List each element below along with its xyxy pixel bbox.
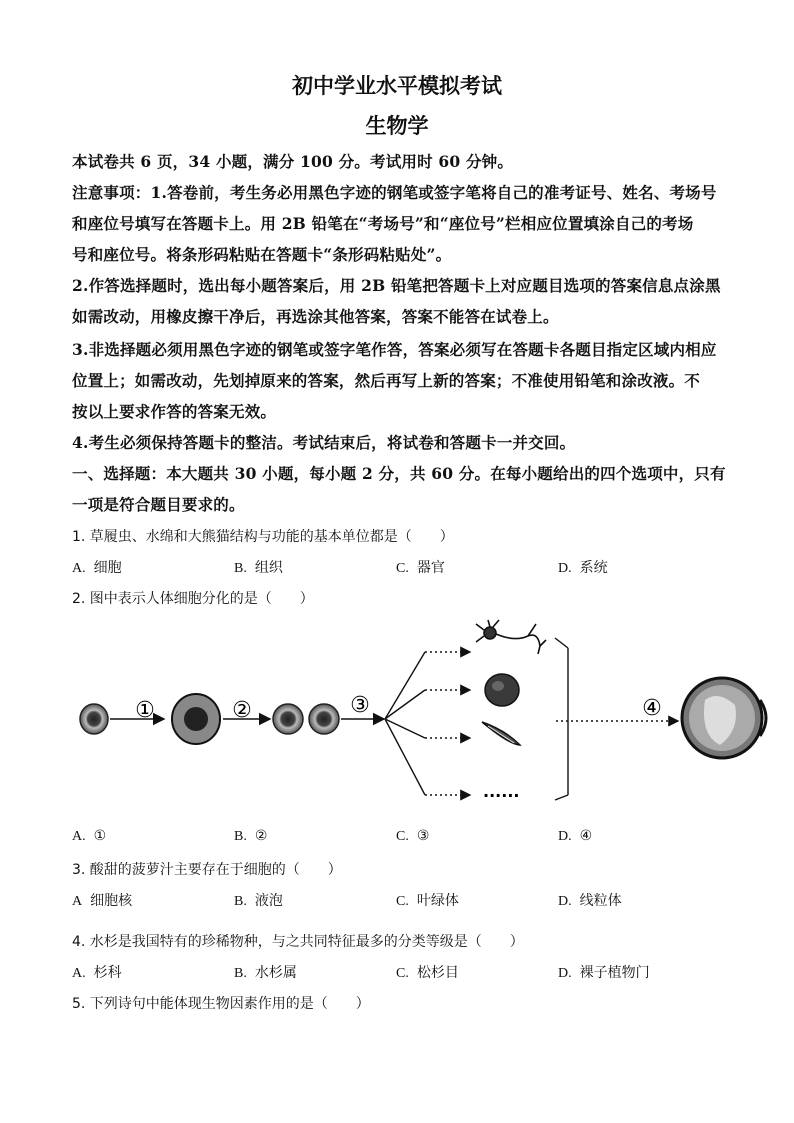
notice-line: 和座位号填写在答题卡上。用 2B 铅笔在“考场号”和“座位号”栏相应位置填涂自己的考场	[72, 214, 694, 233]
section-heading: 一项是符合题目要求的。	[72, 495, 245, 514]
muscle-cell	[482, 722, 520, 745]
option-a	[72, 962, 122, 982]
step-2-label: ②	[232, 698, 252, 723]
option-letter: A.	[72, 561, 86, 576]
question-1-stem: 1. 草履虫、水绵和大熊猫结构与功能的基本单位都是（ ）	[72, 529, 454, 545]
notice-line: 按以上要求作答的答案无效。	[72, 402, 277, 421]
option-letter: C.	[396, 894, 409, 909]
blood-cell-highlight	[492, 681, 504, 691]
option-text: ③	[416, 828, 430, 844]
option-letter: B.	[234, 966, 247, 981]
dotted-arrows	[425, 652, 470, 795]
single-cell	[80, 704, 108, 734]
option-letter: A.	[72, 829, 86, 844]
option-text: 松杉目	[416, 965, 459, 981]
option-c	[396, 828, 429, 845]
question-4-stem: 4. 水杉是我国特有的珍稀物种，与之共同特征最多的分类等级是（ ）	[72, 934, 524, 950]
more-cells-dots: ······	[483, 786, 520, 805]
step-4-label: ④	[642, 696, 662, 721]
option-text: 裸子植物门	[579, 965, 650, 981]
option-text: 液泡	[254, 893, 283, 909]
option-d	[558, 962, 650, 982]
option-letter: B.	[234, 561, 247, 576]
option-text: 线粒体	[579, 893, 622, 909]
option-d	[558, 890, 622, 910]
notice-line: 注意事项：1.答卷前，考生务必用黑色字迹的钢笔或签字笔将自己的准考证号、姓名、考场号	[72, 183, 717, 202]
option-text: ④	[579, 828, 593, 844]
option-text: ①	[93, 828, 107, 844]
eye-organ	[682, 678, 766, 758]
option-text: 组织	[254, 560, 283, 576]
option-letter: D.	[558, 966, 572, 981]
neuron-cell	[476, 620, 546, 654]
step-3-label: ③	[350, 693, 370, 718]
exam-intro: 本试卷共 6 页，34 小题，满分 100 分。考试用时 60 分钟。	[72, 152, 514, 171]
question-2-stem: 2. 图中表示人体细胞分化的是（ ）	[72, 591, 314, 607]
option-letter: B.	[234, 829, 247, 844]
notice-line: 4.考生必须保持答题卡的整洁。考试结束后，将试卷和答题卡一并交回。	[72, 433, 576, 452]
option-b	[234, 890, 283, 910]
option-text: 叶绿体	[416, 893, 459, 909]
subject-title: 生物学	[365, 113, 429, 138]
grown-cell	[172, 694, 220, 744]
notice-line: 如需改动，用橡皮擦干净后，再选涂其他答案，答案不能答在试卷上。	[72, 307, 559, 326]
question-3-stem: 3. 酸甜的菠萝汁主要存在于细胞的（ ）	[72, 862, 342, 878]
option-d	[558, 828, 592, 845]
option-letter: D.	[558, 561, 572, 576]
option-text: 细胞核	[90, 893, 133, 909]
option-letter: C.	[396, 561, 409, 576]
notice-line: 2.作答选择题时，选出每小题答案后，用 2B 铅笔把答题卡上对应题目选项的答案信息点涂黑	[72, 276, 721, 295]
notice-line: 位置上；如需改动，先划掉原来的答案，然后再写上新的答案；不准使用铅笔和涂改液。不	[72, 371, 701, 390]
option-b	[234, 828, 267, 845]
branch-lines	[385, 652, 425, 795]
option-letter: B.	[234, 894, 247, 909]
bracket-bottom	[555, 795, 568, 800]
bracket-top	[555, 638, 568, 648]
question-5-stem: 5. 下列诗句中能体现生物因素作用的是（ ）	[72, 996, 370, 1012]
muscle-cell-line	[488, 726, 514, 743]
option-letter: C.	[396, 966, 409, 981]
option-letter: A.	[72, 966, 86, 981]
blood-cell	[485, 674, 519, 706]
step-1-label: ①	[135, 698, 155, 723]
option-c	[396, 890, 459, 910]
option-letter: C.	[396, 829, 409, 844]
option-text: 系统	[579, 560, 608, 576]
divided-cells	[273, 704, 339, 734]
option-letter: D.	[558, 829, 572, 844]
option-c	[396, 962, 459, 982]
section-heading: 一、选择题：本大题共 30 小题，每小题 2 分，共 60 分。在每小题给出的四个选项中，只有	[72, 464, 726, 483]
option-letter: A	[72, 894, 83, 909]
option-text: 器官	[416, 560, 445, 576]
notice-line: 号和座位号。将条形码粘贴在答题卡“条形码粘贴处”。	[72, 245, 452, 264]
notice-line: 3.非选择题必须用黑色字迹的钢笔或签字笔作答，答案必须写在答题卡各题目指定区域内相应	[72, 340, 717, 359]
option-text: 水杉属	[254, 965, 297, 981]
option-a	[72, 828, 106, 845]
option-a	[72, 890, 132, 910]
exam-title: 初中学业水平模拟考试	[292, 73, 502, 98]
option-text: 杉科	[93, 965, 122, 981]
option-letter: D.	[558, 894, 572, 909]
option-text: 细胞	[93, 560, 122, 576]
option-b	[234, 962, 297, 982]
option-text: ②	[254, 828, 268, 844]
